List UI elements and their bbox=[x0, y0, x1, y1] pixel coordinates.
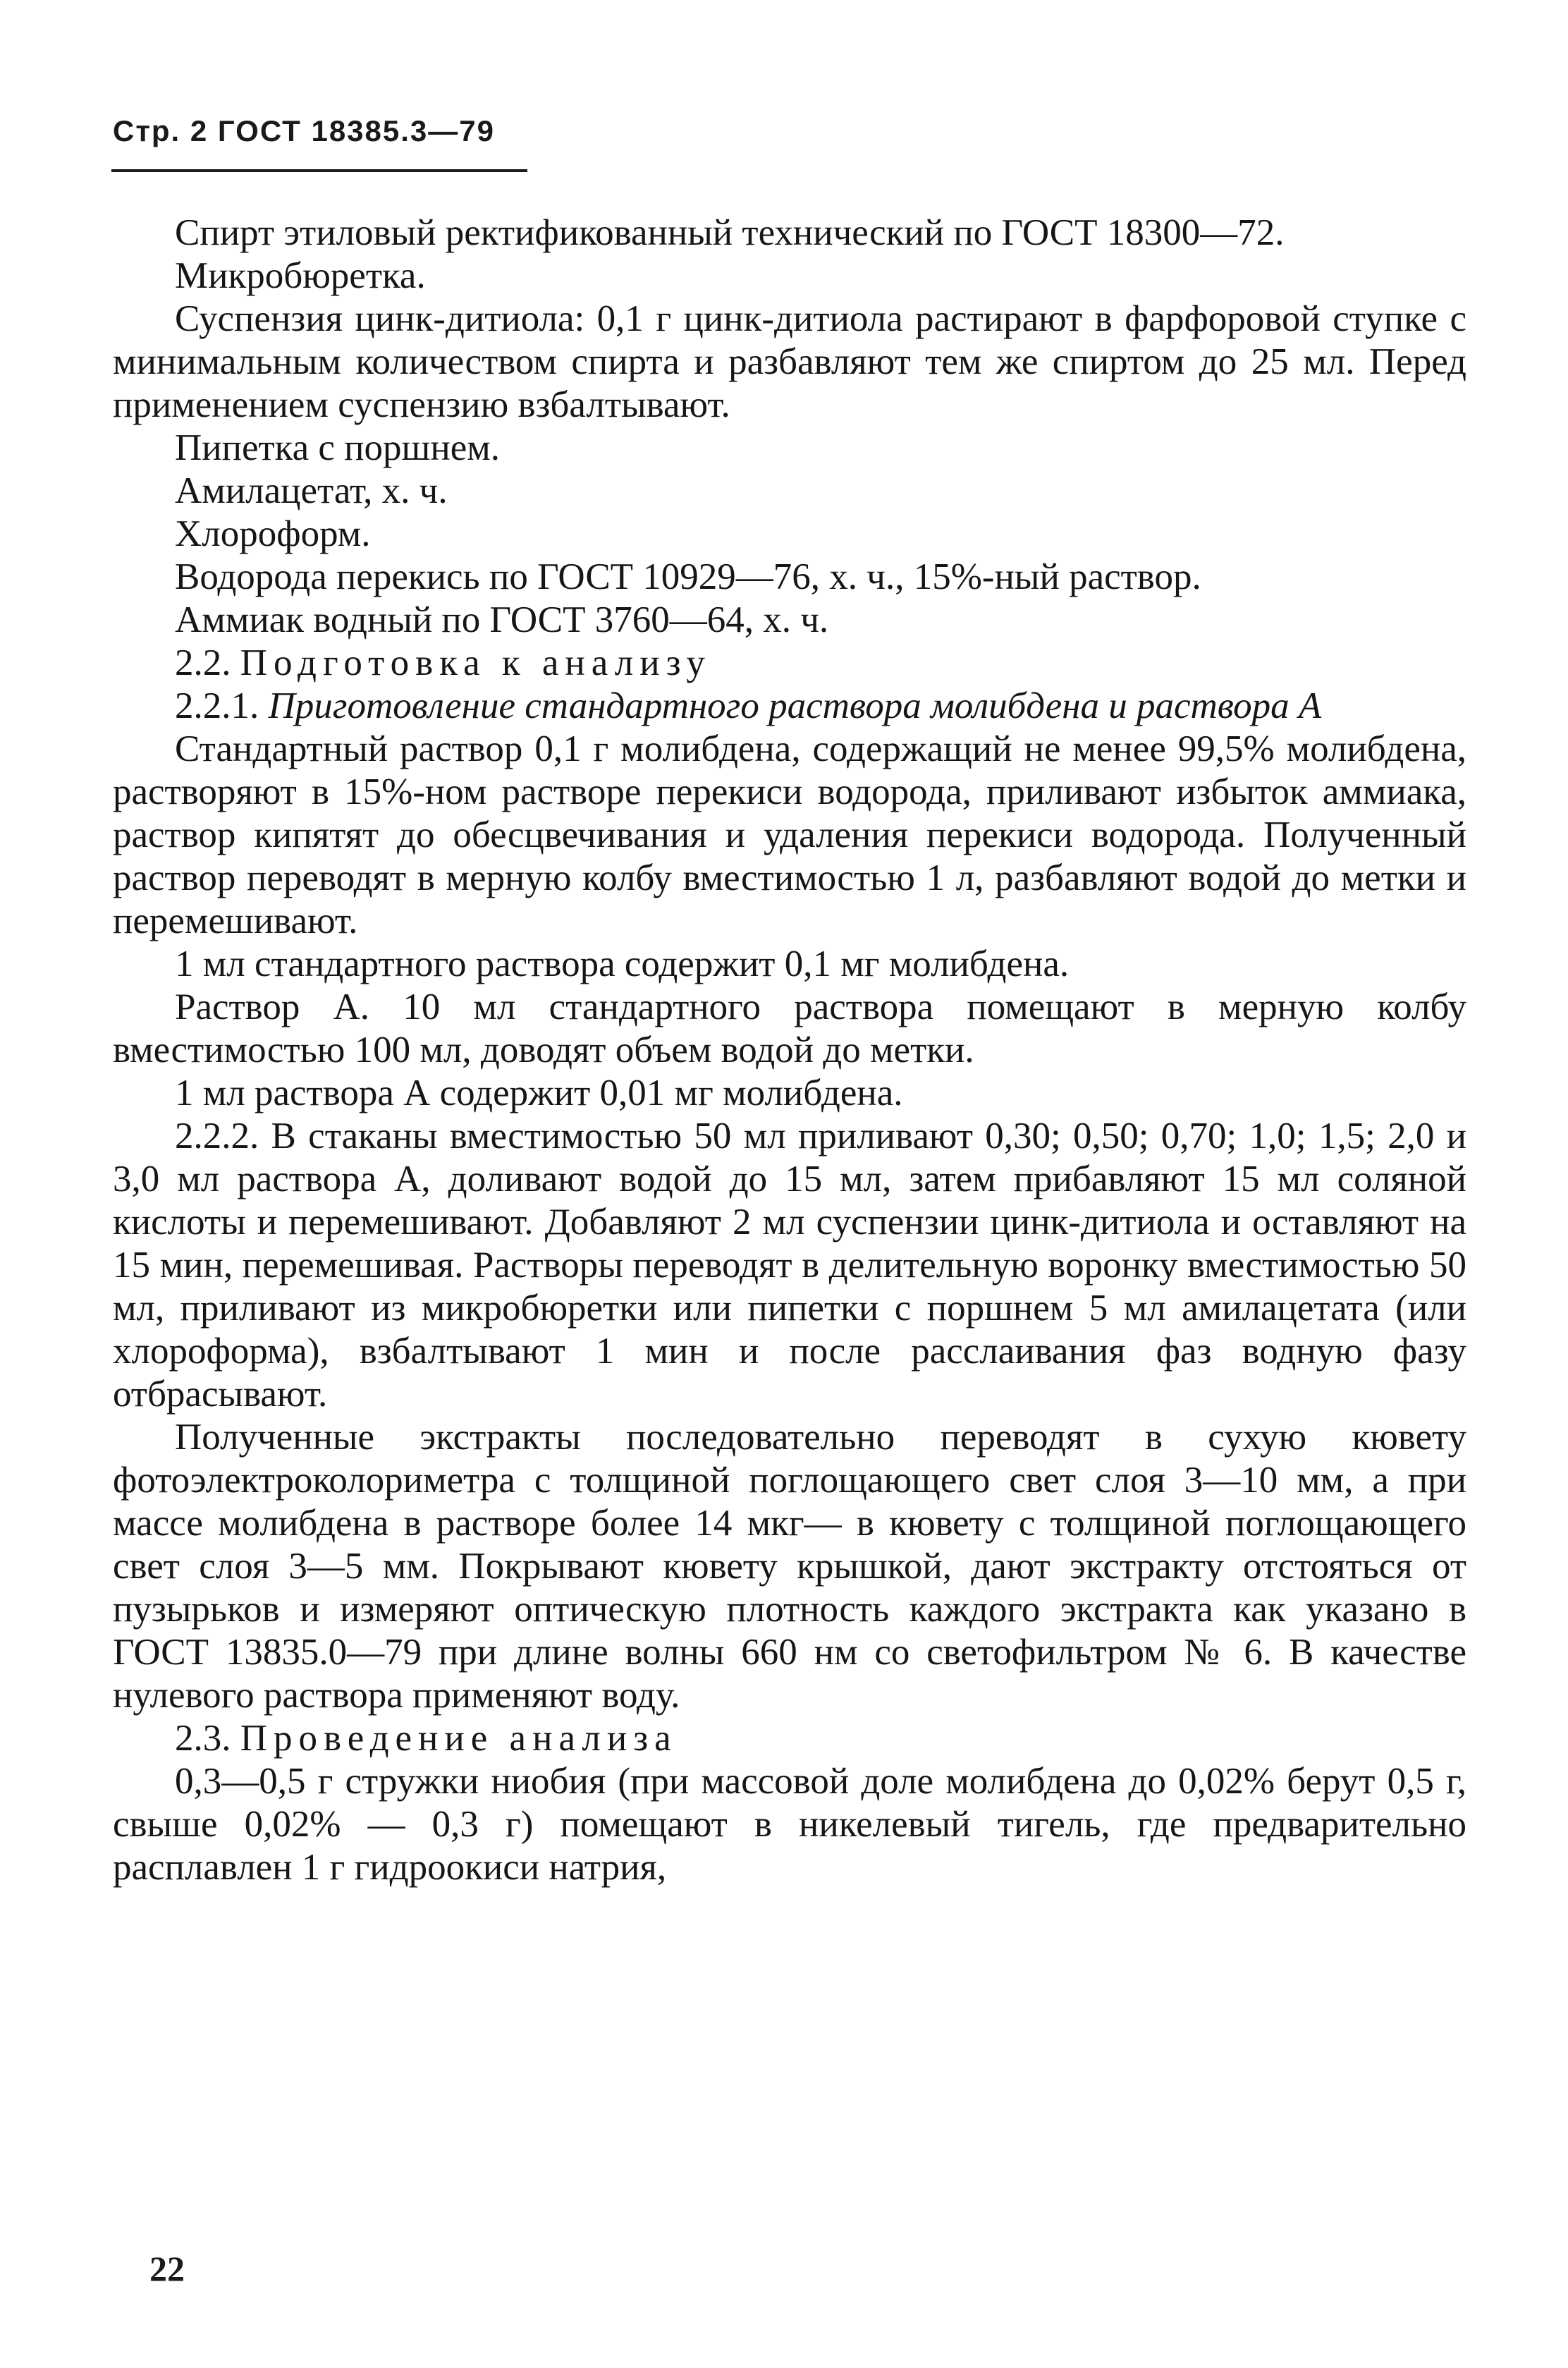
subsection-title: Приготовление стандартного раствора молибдена и раствора А bbox=[268, 685, 1322, 726]
paragraph: 1 мл стандартного раствора содержит 0,1 мг молибдена. bbox=[175, 944, 1070, 984]
paragraph: Раствор А. 10 мл стандартного раствора помещают в мерную колбу вместимостью 100 мл, доводят объем водой до метки. bbox=[113, 987, 1466, 1070]
paragraph: Амилацетат, х. ч. bbox=[175, 470, 448, 511]
section-number: 2.2. bbox=[175, 642, 231, 683]
page-number: 22 bbox=[149, 2249, 185, 2288]
section-heading-2-3 bbox=[113, 1717, 1466, 1760]
running-header: Стр. 2 ГОСТ 18385.3—79 bbox=[113, 114, 495, 147]
paragraph: Суспензия цинк-дитиола: 0,1 г цинк-дитиола растирают в фарфоровой ступке с минимальным количеством спирта и разбавляют тем же спиртом до 25 мл. Перед применением суспензию взбалтывают. bbox=[113, 298, 1466, 425]
paragraph: Полученные экстракты последовательно переводят в сухую кювету фотоэлектроколориметра с толщиной поглощающего свет слоя 3—10 мм, а при массе молибдена в растворе более 14 мкг— в кювету с толщиной поглощающего свет слоя 3—5 мм. Покрывают кювету крышкой, дают экстракту отстояться от пузырьков и измеряют оптическую плотность каждого экстракта как указано в ГОСТ 13835.0—79 при длине волны 660 нм со светофильтром № 6. В качестве нулевого раствора применяют воду. bbox=[113, 1417, 1466, 1716]
section-heading-2-2 bbox=[113, 642, 1466, 685]
paragraph: 1 мл раствора А содержит 0,01 мг молибдена. bbox=[175, 1073, 903, 1113]
paragraph: Хлороформ. bbox=[175, 513, 371, 554]
paragraph: Водорода перекись по ГОСТ 10929—76, х. ч., 15%-ный раствор. bbox=[175, 556, 1201, 597]
paragraph: 2.2.2. В стаканы вместимостью 50 мл приливают 0,30; 0,50; 0,70; 1,0; 1,5; 2,0 и 3,0 мл раствора А, доливают водой до 15 мл, затем прибавляют 15 мл соляной кислоты и перемешивают. Добавляют 2 мл суспензии цинк-дитиола и оставляют на 15 мин, перемешивая. Растворы переводят в делительную воронку вместимостью 50 мл, приливают из микробюретки или пипетки с поршнем 5 мл амилацетата (или хлороформа), взбалтывают 1 мин и после расслаивания фаз водную фазу отбрасывают. bbox=[113, 1116, 1466, 1415]
section-title: Проведение анализа bbox=[240, 1718, 678, 1759]
paragraph: Микробюретка. bbox=[175, 255, 426, 296]
header-rule bbox=[111, 169, 527, 172]
body-text bbox=[113, 212, 1466, 1889]
paragraph: Аммиак водный по ГОСТ 3760—64, х. ч. bbox=[175, 599, 829, 640]
paragraph: Стандартный раствор 0,1 г молибдена, содержащий не менее 99,5% молибдена, растворяют в 15%-ном растворе перекиси водорода, приливают избыток аммиака, раствор кипятят до обесцвечивания и удаления перекиси водорода. Полученный раствор переводят в мерную колбу вместимостью 1 л, разбавляют водой до метки и перемешивают. bbox=[113, 728, 1466, 941]
paragraph: Спирт этиловый ректификованный технический по ГОСТ 18300—72. bbox=[175, 212, 1285, 253]
paragraph: 0,3—0,5 г стружки ниобия (при массовой доле молибдена до 0,02% берут 0,5 г, свыше 0,02% — 0,3 г) помещают в никелевый тигель, где предварительно расплавлен 1 г гидроокиси натрия, bbox=[113, 1761, 1466, 1888]
paragraph: Пипетка с поршнем. bbox=[175, 427, 501, 468]
subsection-heading-2-2-1 bbox=[113, 685, 1466, 728]
section-number: 2.3. bbox=[175, 1718, 231, 1759]
section-title: Подготовка к анализу bbox=[240, 642, 711, 683]
subsection-number: 2.2.1. bbox=[175, 685, 259, 726]
